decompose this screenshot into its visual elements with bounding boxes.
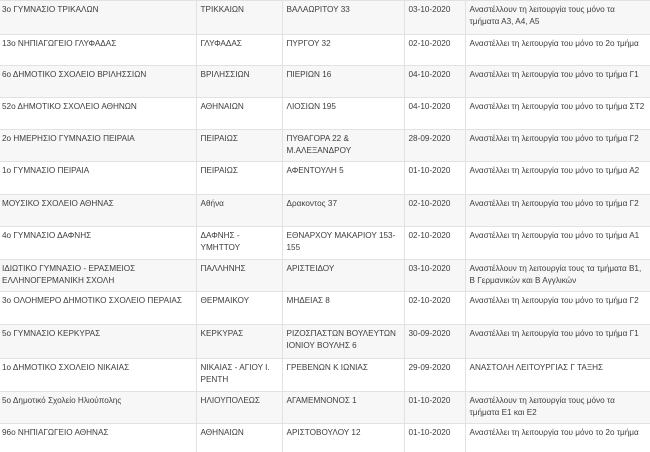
status-cell: Αναστέλλουν τη λειτουργία τους μόνο τα τμήματα Ε1 και Ε2 — [465, 392, 650, 424]
status-cell: Αναστέλλει τη λειτουργία του μόνο το 2ο τμήμα — [465, 35, 650, 66]
table-row — [0, 195, 650, 227]
address-cell: ΑΦΕΝΤΟΥΛΗ 5 — [282, 162, 404, 195]
address-cell: Δρακοντος 37 — [282, 195, 404, 227]
status-cell: Αναστέλλει τη λειτουργία του μόνο το τμήμα Α1 — [465, 227, 650, 260]
date-cell: 01-10-2020 — [404, 392, 465, 424]
date-cell: 28-09-2020 — [404, 130, 465, 162]
table-row — [0, 35, 650, 66]
municipality-cell: Αθήνα — [196, 195, 282, 227]
school-name-cell: 4ο ΓΥΜΝΑΣΙΟ ΔΑΦΝΗΣ — [0, 227, 196, 260]
date-cell: 04-10-2020 — [404, 98, 465, 130]
date-cell: 02-10-2020 — [404, 227, 465, 260]
table-row — [0, 292, 650, 325]
address-cell: ΛΙΟΣΙΩΝ 195 — [282, 98, 404, 130]
date-cell: 02-10-2020 — [404, 195, 465, 227]
table-row — [0, 227, 650, 260]
municipality-cell: ΓΛΥΦΑΔΑΣ — [196, 35, 282, 66]
table-row — [0, 325, 650, 359]
date-cell: 02-10-2020 — [404, 292, 465, 325]
school-name-cell: 1ο ΔΗΜΟΤΙΚΟ ΣΧΟΛΕΙΟ ΝΙΚΑΙΑΣ — [0, 359, 196, 392]
address-cell: ΑΡΙΣΤΟΒΟΥΛΟΥ 12 — [282, 424, 404, 452]
school-name-cell: ΙΔΙΩΤΙΚΟ ΓΥΜΝΑΣΙΟ - ΕΡΑΣΜΕΙΟΣ ΕΛΛΗΝΟΓΕΡΜΑΝΙΚΗ ΣΧΟΛΗ — [0, 260, 196, 292]
municipality-cell: ΗΛΙΟΥΠΟΛΕΩΣ — [196, 392, 282, 424]
status-cell: Αναστέλλει τη λειτουργία του μόνο το τμήμα Γ2 — [465, 130, 650, 162]
school-name-cell: 6ο ΔΗΜΟΤΙΚΟ ΣΧΟΛΕΙΟ ΒΡΙΛΗΣΣΙΩΝ — [0, 66, 196, 98]
school-name-cell: 3ο ΓΥΜΝΑΣΙΟ ΤΡΙΚΑΛΩΝ — [0, 1, 196, 35]
address-cell: ΒΑΛΑΩΡΙΤΟΥ 33 — [282, 1, 404, 35]
municipality-cell: ΘΕΡΜΑΙΚΟΥ — [196, 292, 282, 325]
date-cell: 03-10-2020 — [404, 1, 465, 35]
address-cell: ΑΡΙΣΤΕΙΔΟΥ — [282, 260, 404, 292]
status-cell: Αναστέλλει τη λειτουργία του μόνο το τμήμα ΣΤ2 — [465, 98, 650, 130]
address-cell: ΡΙΖΟΣΠΑΣΤΩΝ ΒΟΥΛΕΥΤΩΝ ΙΟΝΙΟΥ ΒΟΥΛΗΣ 6 — [282, 325, 404, 359]
municipality-cell: ΠΕΙΡΑΙΩΣ — [196, 162, 282, 195]
date-cell: 02-10-2020 — [404, 35, 465, 66]
date-cell: 04-10-2020 — [404, 66, 465, 98]
date-cell: 29-09-2020 — [404, 359, 465, 392]
date-cell: 03-10-2020 — [404, 260, 465, 292]
municipality-cell: ΒΡΙΛΗΣΣΙΩΝ — [196, 66, 282, 98]
table-row — [0, 359, 650, 392]
status-cell: Αναστέλλει τη λειτουργία του μόνο το τμήμα Γ2 — [465, 292, 650, 325]
address-cell: ΑΓΑΜΕΜΝΟΝΟΣ 1 — [282, 392, 404, 424]
table-row — [0, 98, 650, 130]
status-cell: ΑΝΑΣΤΟΛΗ ΛΕΙΤΟΥΡΓΙΑΣ Γ ΤΑΞΗΣ — [465, 359, 650, 392]
address-cell: ΓΡΕΒΕΝΩΝ Κ ΙΩΝΙΑΣ — [282, 359, 404, 392]
school-name-cell: 52ο ΔΗΜΟΤΙΚΟ ΣΧΟΛΕΙΟ ΑΘΗΝΩΝ — [0, 98, 196, 130]
address-cell: ΕΘΝΑΡΧΟΥ ΜΑΚΑΡΙΟΥ 153-155 — [282, 227, 404, 260]
school-name-cell: 96ο ΝΗΠΙΑΓΩΓΕΙΟ ΑΘΗΝΑΣ — [0, 424, 196, 452]
school-name-cell: 5ο ΓΥΜΝΑΣΙΟ ΚΕΡΚΥΡΑΣ — [0, 325, 196, 359]
date-cell: 01-10-2020 — [404, 162, 465, 195]
date-cell: 01-10-2020 — [404, 424, 465, 452]
municipality-cell: ΑΘΗΝΑΙΩΝ — [196, 98, 282, 130]
date-cell: 30-09-2020 — [404, 325, 465, 359]
table-row — [0, 1, 650, 35]
school-name-cell: ΜΟΥΣΙΚΟ ΣΧΟΛΕΙΟ ΑΘΗΝΑΣ — [0, 195, 196, 227]
table-row — [0, 260, 650, 292]
status-cell: Αναστέλλει τη λειτουργία του μόνο το τμήμα Α2 — [465, 162, 650, 195]
municipality-cell: ΝΙΚΑΙΑΣ - ΑΓΙΟΥ Ι. ΡΕΝΤΗ — [196, 359, 282, 392]
table-row — [0, 66, 650, 98]
status-cell: Αναστέλλει τη λειτουργία του μόνο το 2ο τμήμα — [465, 424, 650, 452]
school-name-cell: 13ο ΝΗΠΙΑΓΩΓΕΙΟ ΓΛΥΦΑΔΑΣ — [0, 35, 196, 66]
municipality-cell: ΔΑΦΝΗΣ - ΥΜΗΤΤΟΥ — [196, 227, 282, 260]
status-cell: Αναστέλλει τη λειτουργία του μόνο το τμήμα Γ1 — [465, 325, 650, 359]
address-cell: ΜΗΔΕΙΑΣ 8 — [282, 292, 404, 325]
table-row — [0, 162, 650, 195]
municipality-cell: ΠΕΙΡΑΙΩΣ — [196, 130, 282, 162]
status-cell: Αναστέλλουν τη λειτουργία τους μόνο τα τμήματα Α3, Α4, Α5 — [465, 1, 650, 35]
municipality-cell: ΑΘΗΝΑΙΩΝ — [196, 424, 282, 452]
address-cell: ΠΙΕΡΙΩΝ 16 — [282, 66, 404, 98]
table-body — [0, 1, 650, 452]
status-cell: Αναστέλλει τη λειτουργία του μόνο το τμήμα Γ2 — [465, 195, 650, 227]
table-row — [0, 424, 650, 452]
school-name-cell: 2ο ΗΜΕΡΗΣΙΟ ΓΥΜΝΑΣΙΟ ΠΕΙΡΑΙΑ — [0, 130, 196, 162]
status-cell: Αναστέλλει τη λειτουργία του μόνο το τμήμα Γ1 — [465, 66, 650, 98]
municipality-cell: ΤΡΙΚΚΑΙΩΝ — [196, 1, 282, 35]
table-row — [0, 392, 650, 424]
school-name-cell: 1ο ΓΥΜΝΑΣΙΟ ΠΕΙΡΑΙΑ — [0, 162, 196, 195]
address-cell: ΠΥΘΑΓΟΡΑ 22 & Μ.ΑΛΕΞΑΝΔΡΟΥ — [282, 130, 404, 162]
table-row — [0, 130, 650, 162]
municipality-cell: ΚΕΡΚΥΡΑΣ — [196, 325, 282, 359]
municipality-cell: ΠΑΛΛΗΝΗΣ — [196, 260, 282, 292]
school-name-cell: 3ο ΟΛΟΗΜΕΡΟ ΔΗΜΟΤΙΚΟ ΣΧΟΛΕΙΟ ΠΕΡΑΙΑΣ — [0, 292, 196, 325]
address-cell: ΠΥΡΓΟΥ 32 — [282, 35, 404, 66]
status-cell: Αναστέλλουν τη λειτουργία τους τα τμήματα Β1, Β Γερμανικών και Β Αγγλικών — [465, 260, 650, 292]
school-name-cell: 5ο Δημοτικό Σχολείο Ηλιούπολης — [0, 392, 196, 424]
